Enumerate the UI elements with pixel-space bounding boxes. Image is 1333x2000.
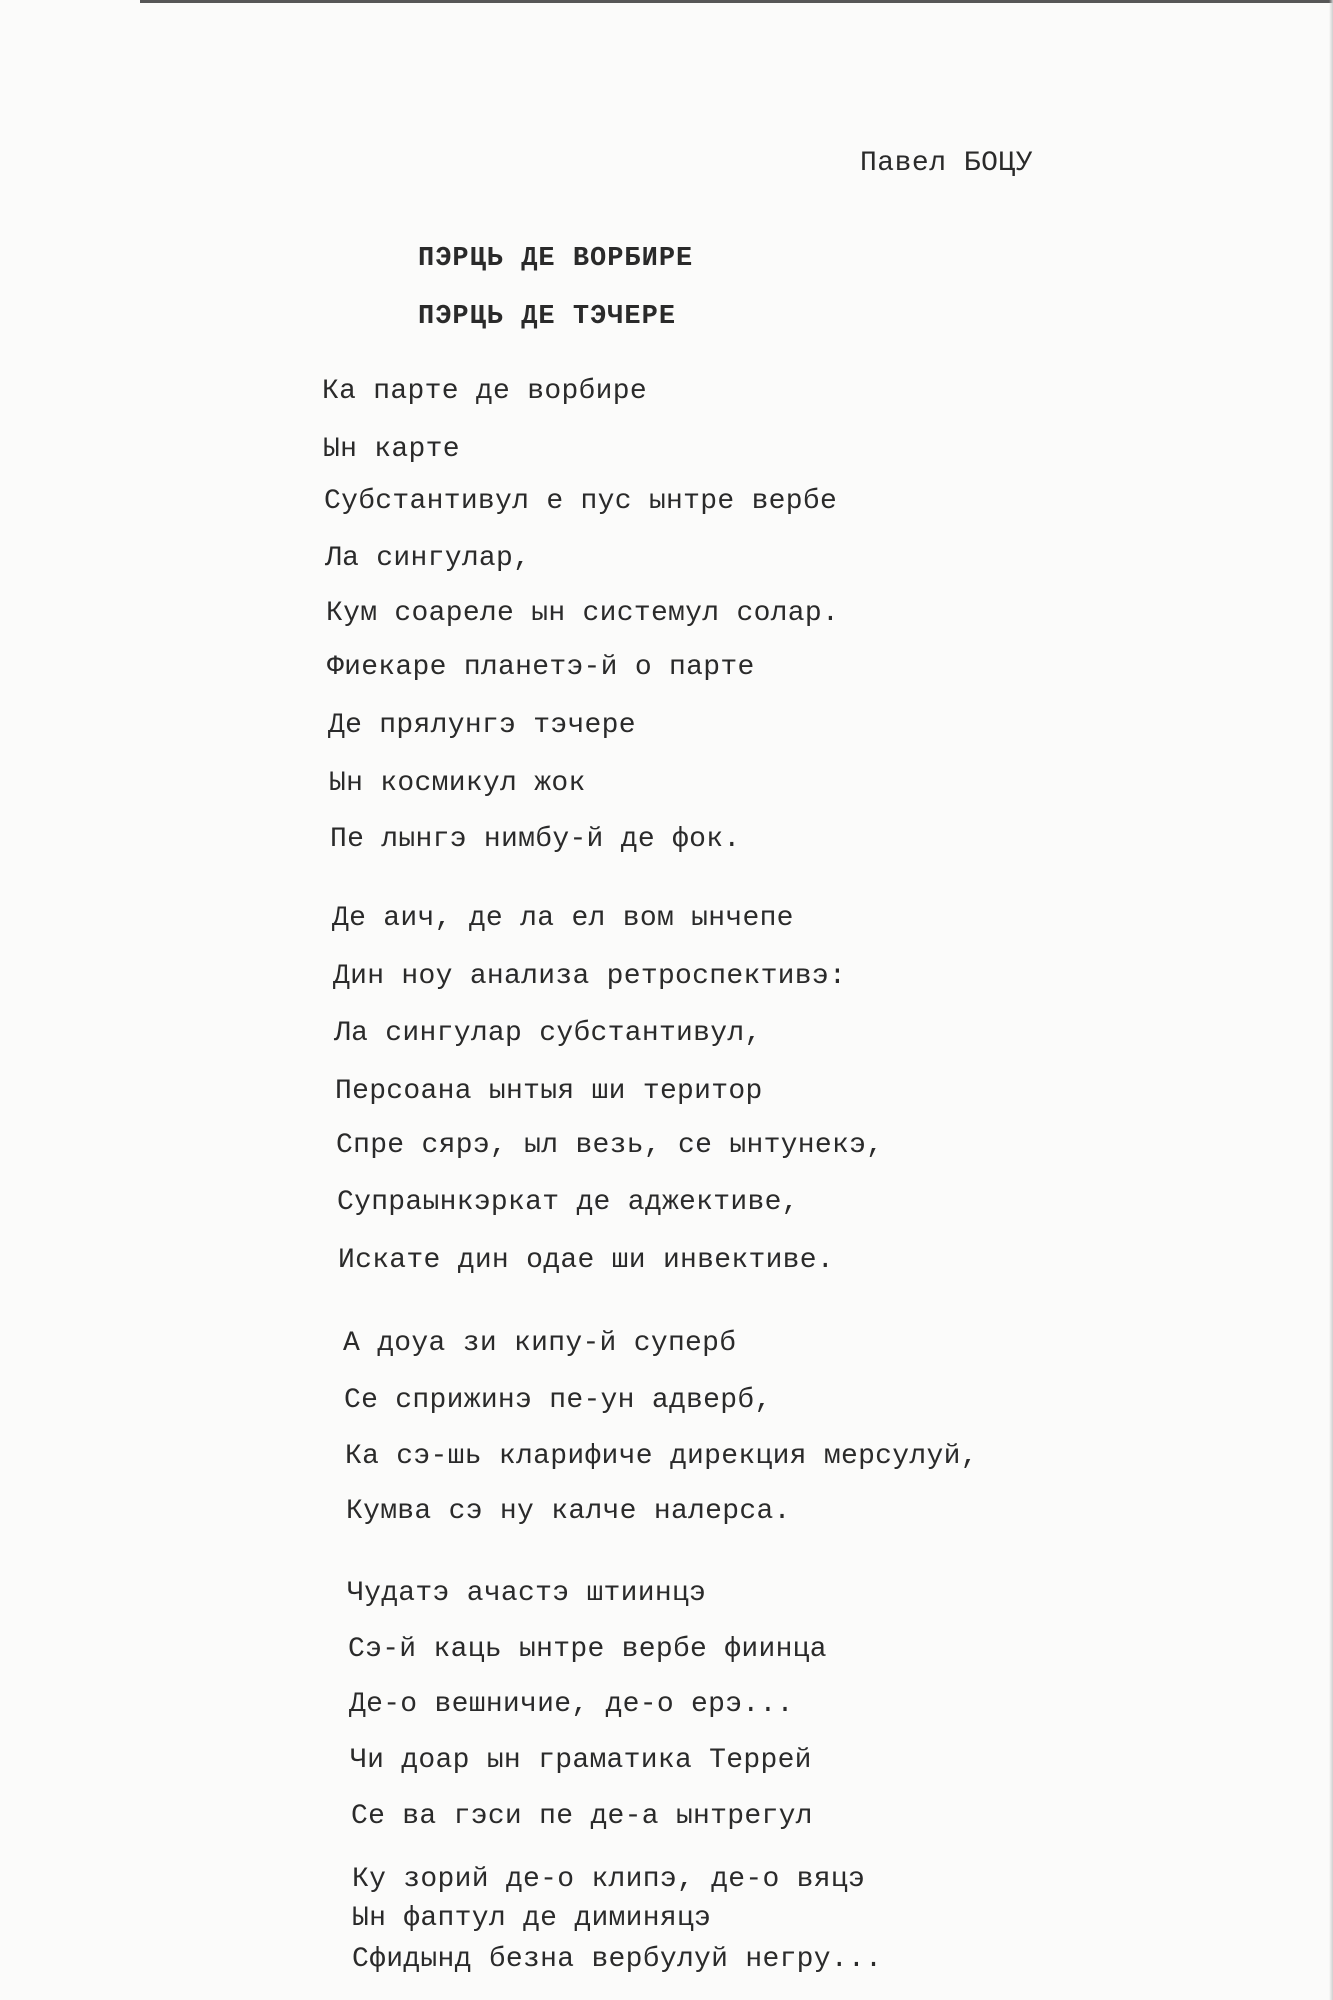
verse-line: А доуа зи кипу-й суперб bbox=[343, 1328, 737, 1359]
verse-line: Се сприжинэ пе-ун адверб, bbox=[344, 1385, 772, 1416]
verse-line: Сфидынд безна вербулуй негру... bbox=[352, 1944, 883, 1975]
verse-line: Супраынкэркат де аджективе, bbox=[337, 1187, 799, 1218]
verse-line: Ла сингулар субстантивул, bbox=[334, 1018, 762, 1049]
author-name: Павел БОЦУ bbox=[860, 148, 1034, 179]
verse-line: Се ва гэси пе де-а ынтрегул bbox=[351, 1801, 813, 1832]
verse-line: Дин ноу анализа ретроспективэ: bbox=[333, 961, 847, 992]
verse-line: Де-о вешничие, де-о ерэ... bbox=[349, 1689, 794, 1720]
verse-line: Де аич, де ла ел вом ынчепе bbox=[332, 903, 794, 934]
verse-line: Кум соареле ын системул солар. bbox=[326, 598, 840, 629]
verse-line: Ын фаптул де диминяцэ bbox=[352, 1903, 712, 1934]
verse-line: Чи доар ын граматика Террей bbox=[350, 1745, 812, 1776]
verse-line: Чудатэ ачастэ штиинцэ bbox=[347, 1578, 707, 1609]
verse-line: Кумва сэ ну калче налерса. bbox=[346, 1496, 791, 1527]
verse-line: Фиекаре планетэ-й о парте bbox=[327, 652, 755, 683]
verse-line: Ын космикул жок bbox=[329, 768, 586, 799]
verse-line: Де прялунгэ тэчере bbox=[328, 710, 636, 741]
verse-line: Ка парте де ворбире bbox=[322, 376, 647, 407]
verse-line: Ла сингулар, bbox=[325, 543, 531, 574]
poem-title-line-1: ПЭРЦЬ ДЕ ВОРБИРЕ bbox=[418, 244, 694, 274]
verse-line: Спре сярэ, ыл везь, се ынтунекэ, bbox=[336, 1130, 884, 1161]
page-top-edge bbox=[140, 0, 1333, 3]
verse-line: Персоана ынтыя ши територ bbox=[335, 1076, 763, 1107]
verse-line: Ка сэ-шь кларифиче дирекция мерсулуй, bbox=[345, 1441, 978, 1472]
verse-line: Ку зорий де-о клипэ, де-о вяцэ bbox=[352, 1864, 866, 1895]
verse-line: Искате дин одае ши инвективе. bbox=[338, 1245, 834, 1276]
verse-line: Субстантивул е пус ынтре вербе bbox=[324, 486, 838, 517]
verse-line: Пе лынгэ нимбу-й де фок. bbox=[330, 824, 741, 855]
verse-line: Ын карте bbox=[323, 434, 460, 465]
verse-line: Сэ-й каць ынтре вербе фиинца bbox=[348, 1634, 827, 1665]
poem-title-line-2: ПЭРЦЬ ДЕ ТЭЧЕРЕ bbox=[418, 302, 677, 332]
page-right-edge bbox=[1329, 0, 1333, 2000]
